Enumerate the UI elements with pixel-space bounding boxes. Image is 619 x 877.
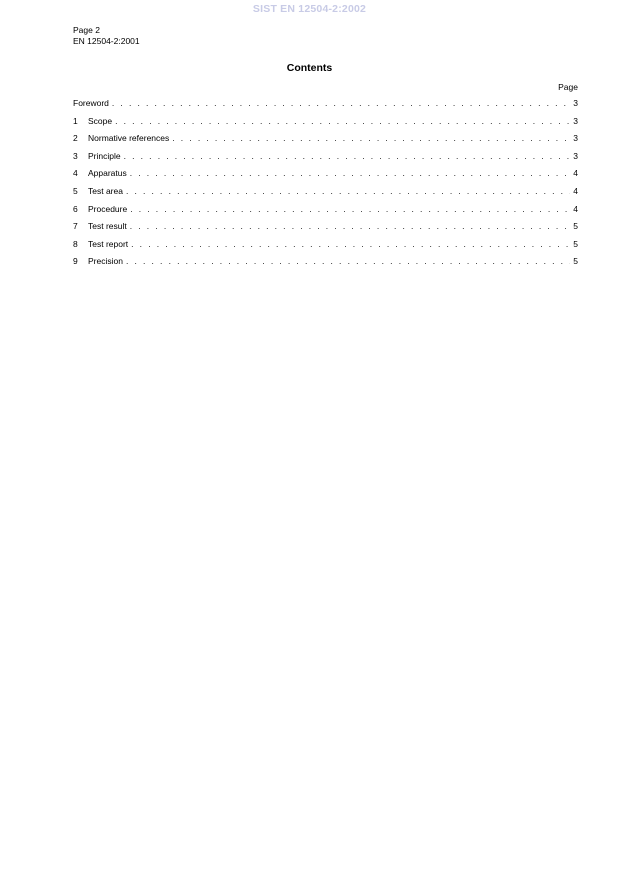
toc-entry-foreword[interactable] [73,98,578,116]
toc-dot-leader [112,98,570,108]
toc-entry-page: 4 [573,185,578,196]
table-of-contents [73,98,578,274]
toc-dot-leader [130,204,570,214]
page-column-label: Page [558,82,578,92]
toc-entry-test-result[interactable] [73,221,578,239]
toc-entry-number: 1 [73,115,78,126]
watermark-text: SIST EN 12504-2:2002 [252,3,367,15]
toc-entry-apparatus[interactable] [73,168,578,186]
page-number-label: Page 2 [73,25,100,35]
document-id: EN 12504-2:2001 [73,35,140,46]
toc-entry-title: Test result [88,221,127,232]
toc-entry-number: 9 [73,256,78,267]
toc-entry-title: Test report [88,238,129,249]
toc-entry-test-area[interactable] [73,186,578,204]
toc-entry-number: 5 [73,185,78,196]
toc-dot-leader [124,151,570,161]
toc-entry-procedure[interactable] [73,204,578,222]
toc-entry-page: 4 [573,168,578,179]
toc-dot-leader [131,239,570,249]
toc-entry-title: Procedure [88,203,128,214]
toc-entry-normative-references[interactable] [73,133,578,151]
toc-entry-number: 7 [73,221,78,232]
toc-entry-title: Precision [88,256,123,267]
toc-entry-page: 3 [573,133,578,144]
toc-entry-principle[interactable] [73,151,578,169]
toc-entry-page: 3 [573,150,578,161]
toc-entry-number: 8 [73,238,78,249]
toc-dot-leader [130,168,570,178]
toc-entry-title: Normative references [88,133,170,144]
toc-entry-title: Foreword [73,98,109,108]
toc-entry-title: Test area [88,185,123,196]
toc-entry-title: Scope [88,115,113,126]
toc-dot-leader [126,256,570,266]
toc-entry-title: Principle [88,150,121,161]
toc-dot-leader [130,221,570,231]
toc-entry-number: 6 [73,203,78,214]
toc-entry-page: 4 [573,203,578,214]
toc-entry-scope[interactable] [73,116,578,134]
toc-entry-page: 3 [573,115,578,126]
toc-entry-number: 3 [73,150,78,161]
toc-dot-leader [126,186,570,196]
toc-dot-leader [115,116,570,126]
toc-entry-title: Apparatus [88,168,127,179]
contents-title: Contents [286,62,333,74]
toc-entry-page: 3 [573,98,578,108]
page-header [73,25,140,46]
toc-entry-test-report[interactable] [73,239,578,257]
toc-entry-page: 5 [573,256,578,267]
toc-dot-leader [172,133,570,143]
toc-entry-number: 2 [73,133,78,144]
toc-entry-page: 5 [573,221,578,232]
toc-entry-page: 5 [573,238,578,249]
toc-entry-number: 4 [73,168,78,179]
toc-entry-precision[interactable] [73,256,578,274]
